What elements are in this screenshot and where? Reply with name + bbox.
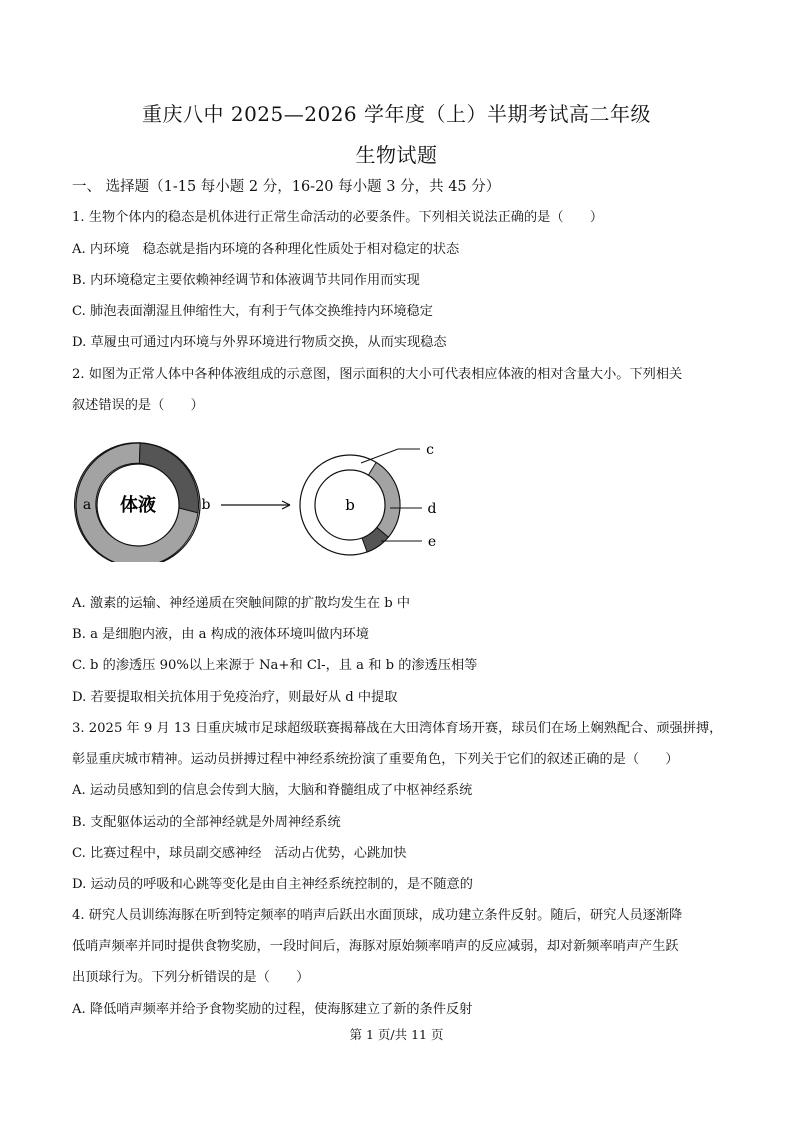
exam-title: 重庆八中 2025—2026 学年度（上）半期考试高二年级 [141, 102, 651, 126]
question-4-stem-line-2: 低哨声频率并同时提供食物奖励，一段时间后，海豚对原始频率哨声的反应减弱，却对新频率哨声产生跃 [72, 939, 679, 954]
exam-subtitle: 生物试题 [355, 143, 438, 167]
right-center-label: b [345, 496, 355, 514]
question-4-stem-line-3: 出顶球行为。下列分析错误的是（ ） [72, 970, 310, 985]
left-center-label: 体液 [120, 495, 156, 516]
arrow [221, 501, 290, 509]
question-2-option-d: D. 若要提取相关抗体用于免疫治疗，则最好从 d 中提取 [72, 690, 398, 705]
question-3-stem-line-1: 3. 2025 年 9 月 13 日重庆城市足球超级联赛揭幕战在大田湾体育场开赛，球员们在场上娴熟配合、顽强拼搏， [72, 721, 723, 736]
label-b: b [201, 497, 211, 513]
section-heading: 一、 选择题（1-15 每小题 2 分，16-20 每小题 3 分，共 45 分） [72, 179, 501, 195]
question-3-option-a: A. 运动员感知到的信息会传到大脑，大脑和脊髓组成了中枢神经系统 [72, 783, 473, 798]
question-1-option-d: D. 草履虫可通过内环境与外界环境进行物质交换，从而实现稳态 [72, 335, 447, 350]
question-1-option-a: A. 内环境 稳态就是指内环境的各种理化性质处于相对稳定的状态 [72, 242, 460, 257]
question-2-option-a: A. 激素的运输、神经递质在突触间隙的扩散均发生在 b 中 [72, 596, 411, 611]
question-2-option-c: C. b 的渗透压 90%以上来源于 Na+和 Cl-，且 a 和 b 的渗透压相等 [72, 658, 478, 673]
label-c: c [426, 442, 434, 458]
question-3-option-d: D. 运动员的呼吸和心跳等变化是由自主神经系统控制的，是不随意的 [72, 877, 473, 892]
question-1-option-b: B. 内环境稳定主要依赖神经调节和体液调节共同作用而实现 [72, 273, 420, 288]
page-footer: 第 1 页/共 11 页 [349, 1027, 444, 1042]
label-d: d [427, 501, 437, 517]
question-3-option-b: B. 支配躯体运动的全部神经就是外周神经系统 [72, 815, 341, 830]
question-2-stem-line-2: 叙述错误的是（ ） [72, 398, 204, 413]
label-e: e [427, 534, 437, 550]
question-4-stem-line-1: 4. 研究人员训练海豚在听到特定频率的哨声后跃出水面顶球，成功建立条件反射。随后，研究人员逐渐降 [72, 908, 683, 923]
question-3-stem-line-2: 彰显重庆城市精神。运动员拼搏过程中神经系统扮演了重要角色，下列关于它们的叙述正确的是（ ） [72, 752, 679, 767]
question-4-option-a: A. 降低哨声频率并给予食物奖励的过程，使海豚建立了新的条件反射 [72, 1002, 473, 1017]
left-ring [75, 443, 211, 562]
label-a: a [82, 497, 92, 513]
question-1-stem: 1. 生物个体内的稳态是机体进行正常生命活动的必要条件。下列相关说法正确的是（ ） [72, 210, 604, 225]
question-2-option-b: B. a 是细胞内液，由 a 构成的液体环境叫做内环境 [72, 627, 369, 642]
question-2-stem-line-1: 2. 如图为正常人体中各种体液组成的示意图，图示面积的大小可代表相应体液的相对含量大小。下列相关 [72, 367, 683, 382]
right-ring [300, 442, 437, 555]
body-fluid-diagram [68, 432, 448, 562]
body-fluid-diagram-svg [68, 432, 448, 562]
question-3-option-c: C. 比赛过程中，球员副交感神经 活动占优势，心跳加快 [72, 846, 407, 861]
question-1-option-c: C. 肺泡表面潮湿且伸缩性大，有利于气体交换维持内环境稳定 [72, 304, 433, 319]
